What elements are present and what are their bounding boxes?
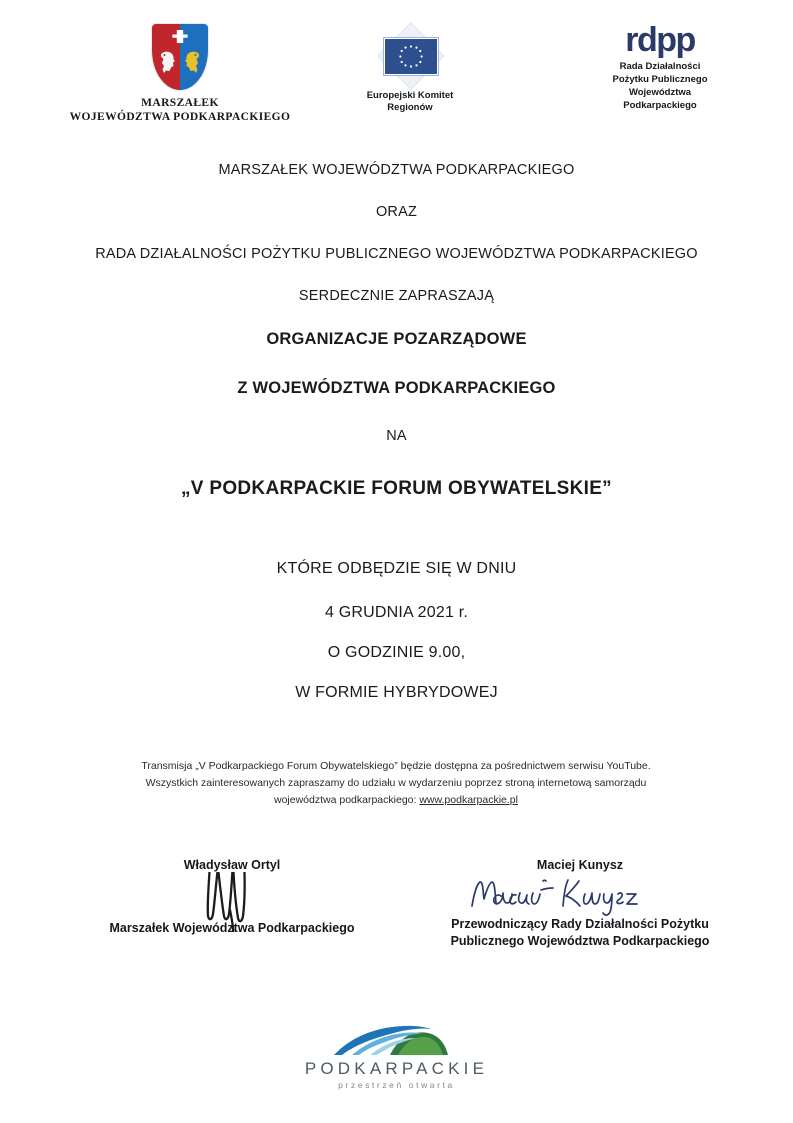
note-sentence-3-prefix: województwa podkarpackiego: [274, 794, 420, 806]
signature-right [400, 858, 760, 950]
body-line-audience-1: ORGANIZACJE POZARZĄDOWE [266, 330, 527, 348]
body-line-organizer-2: RADA DZIAŁALNOŚCI POŻYTKU PUBLICZNEGO WOJEWÓDZTWA PODKARPACKIEGO [95, 246, 698, 262]
body-line-when: KTÓRE ODBĘDZIE SIĘ W DNIU [276, 560, 517, 577]
note-sentence-3 [96, 792, 696, 809]
podkarpackie-coat-of-arms-icon [152, 24, 208, 90]
signature-left-role: Marszałek Województwa Podkarpackiego [109, 921, 355, 935]
event-title: „V PODKARPACKIE FORUM OBYWATELSKIE” [181, 478, 612, 499]
signature-left-ink-icon [52, 872, 412, 920]
logo-marszalek-caption-line2: WOJEWÓDZTWA PODKARPACKIEGO [69, 111, 291, 123]
body-line-oraz: ORAZ [375, 204, 418, 220]
logo-eu-caption-line2: Regionów [387, 101, 433, 113]
body-line-audience-2: Z WOJEWÓDZTWA PODKARPACKIEGO [237, 379, 556, 397]
footer-tagline: przestrzeń otwarta [338, 1080, 455, 1090]
logo-rdpp [570, 22, 750, 112]
footer-wordmark: PODKARPACKIE [304, 1059, 489, 1078]
header-logos [0, 0, 793, 150]
event-format: W FORMIE HYBRYDOWEJ [295, 684, 498, 701]
logo-rdpp-caption-line3: Województwa [628, 87, 692, 98]
signature-right-name: Maciej Kunysz [536, 858, 624, 872]
signature-left-name: Władysław Ortyl [183, 858, 281, 872]
event-date: 4 GRUDNIA 2021 r. [324, 604, 469, 621]
note-sentence-2: Wszystkich zainteresowanych zapraszamy do udziału w wydarzeniu poprzez stroną internetową samorządu [145, 777, 647, 789]
body-line-na: NA [386, 428, 407, 444]
signature-right-ink-icon [400, 872, 760, 916]
broadcast-note [96, 758, 696, 809]
logo-europejski-komitet-regionow [330, 24, 490, 113]
podkarpackie-region-logo-icon [312, 1024, 482, 1058]
logo-rdpp-caption-line4: Podkarpackiego [623, 100, 697, 111]
signature-left [52, 858, 412, 937]
rdpp-wordmark-icon: rdpp [625, 21, 695, 59]
signature-right-role-line1: Przewodniczący Rady Działalności Pożytku [451, 917, 709, 931]
body-line-invite-verb: SERDECZNIE ZAPRASZAJĄ [298, 288, 495, 304]
signature-right-role-line2: Publicznego Województwa Podkarpackiego [450, 934, 710, 948]
invitation-body [0, 162, 793, 702]
logo-eu-caption-line1: Europejski Komitet [366, 90, 454, 101]
logo-rdpp-caption-line2: Pożytku Publicznego [612, 74, 708, 85]
body-line-organizer-1: MARSZAŁEK WOJEWÓDZTWA PODKARPACKIEGO [218, 162, 575, 178]
logo-marszalek-caption-line1: MARSZAŁEK [141, 97, 219, 109]
logo-marszalek [60, 24, 300, 124]
eu-committee-of-regions-logo-icon [365, 24, 455, 86]
event-time: O GODZINIE 9.00, [327, 644, 466, 661]
signature-block [0, 858, 793, 978]
podkarpackie-website-link[interactable]: www.podkarpackie.pl [419, 794, 518, 806]
logo-rdpp-caption-line1: Rada Działalności [619, 61, 701, 72]
footer-branding [0, 1024, 793, 1091]
note-sentence-1: Transmisja „V Podkarpackiego Forum Obywatelskiego” będzie dostępna za pośrednictwem serwisu YouTube. [141, 760, 651, 772]
